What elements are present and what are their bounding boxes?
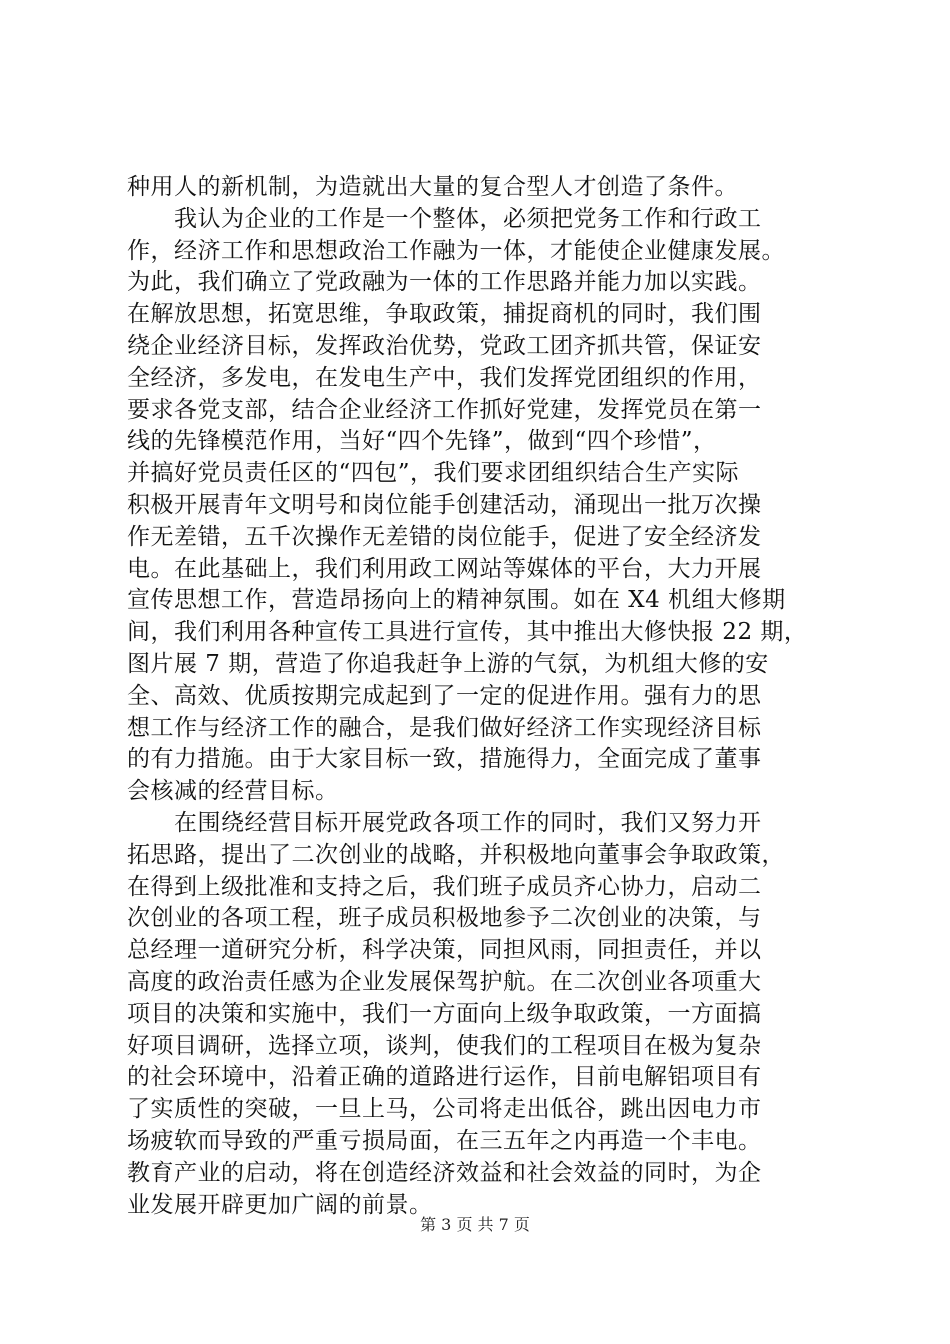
text-line: 图片展 7 期，营造了你追我赶争上游的气氛，为机组大修的安 [127, 650, 769, 677]
text-line: 全、高效、优质按期完成起到了一定的促进作用。强有力的思 [127, 682, 762, 709]
page-footer: 第 3 页 共 7 页 [420, 1215, 530, 1234]
text-line: 高度的政治责任感为企业发展保驾护航。在二次创业各项重大 [127, 968, 762, 995]
text-line: 并搞好党员责任区的“四包”，我们要求团组织结合生产实际 [127, 460, 740, 487]
text-line: 绕企业经济目标，发挥政治优势，党政工团齐抓共管，保证安 [127, 332, 762, 359]
text-line: 的社会环境中，沿着正确的道路进行运作，目前电解铝项目有 [127, 1064, 762, 1091]
text-line: 的有力措施。由于大家目标一致，措施得力，全面完成了董事 [127, 746, 762, 773]
text-line: 作，经济工作和思想政治工作融为一体，才能使企业健康发展。 [127, 237, 785, 264]
text-line: 次创业的各项工程，班子成员积极地参予二次创业的决策，与 [127, 905, 762, 932]
text-line: 线的先锋模范作用，当好“四个先锋”，做到“四个珍惜”， [127, 428, 717, 455]
text-line: 业发展开辟更加广阔的前景。 [127, 1191, 433, 1218]
text-line: 好项目调研，选择立项，谈判，使我们的工程项目在极为复杂 [127, 1032, 762, 1059]
text-line: 要求各党支部，结合企业经济工作抓好党建，发挥党员在第一 [127, 396, 762, 423]
text-line: 会核减的经营目标。 [127, 778, 339, 805]
text-line: 宣传思想工作，营造昂扬向上的精神氛围。如在 X4 机组大修期 [127, 587, 786, 614]
text-line: 场疲软而导致的严重亏损局面，在三五年之内再造一个丰电。 [127, 1127, 762, 1154]
text-line: 种用人的新机制，为造就出大量的复合型人才创造了条件。 [127, 174, 738, 200]
text-line: 总经理一道研究分析，科学决策，同担风雨，同担责任，并以 [127, 937, 762, 964]
text-line: 教育产业的启动，将在创造经济效益和社会效益的同时，为企 [127, 1159, 762, 1186]
text-line: 我认为企业的工作是一个整体，必须把党务工作和行政工 [127, 205, 762, 232]
text-line: 项目的决策和实施中，我们一方面向上级争取政策，一方面搞 [127, 1000, 762, 1027]
text-line: 为此，我们确立了党政融为一体的工作思路并能力加以实践。 [127, 269, 762, 296]
text-line: 间，我们利用各种宣传工具进行宣传，其中推出大修快报 22 期， [127, 619, 808, 646]
text-line: 了实质性的突破，一旦上马，公司将走出低谷，跳出因电力市 [127, 1096, 762, 1123]
text-line: 全经济，多发电，在发电生产中，我们发挥党团组织的作用， [127, 364, 762, 391]
text-line: 作无差错，五千次操作无差错的岗位能手，促进了安全经济发 [127, 523, 762, 550]
text-line: 在解放思想，拓宽思维，争取政策，捕捉商机的同时，我们围 [127, 301, 762, 328]
text-line: 在得到上级批准和支持之后，我们班子成员齐心协力，启动二 [127, 873, 762, 900]
text-line: 在围绕经营目标开展党政各项工作的同时，我们又努力开 [127, 809, 762, 836]
body-text [127, 172, 842, 1221]
text-line: 积极开展青年文明号和岗位能手创建活动，涌现出一批万次操 [127, 491, 762, 518]
text-line: 想工作与经济工作的融合，是我们做好经济工作实现经济目标 [127, 714, 762, 741]
text-line: 电。在此基础上，我们利用政工网站等媒体的平台，大力开展 [127, 555, 762, 582]
text-line: 拓思路，提出了二次创业的战略，并积极地向董事会争取政策， [127, 841, 785, 868]
